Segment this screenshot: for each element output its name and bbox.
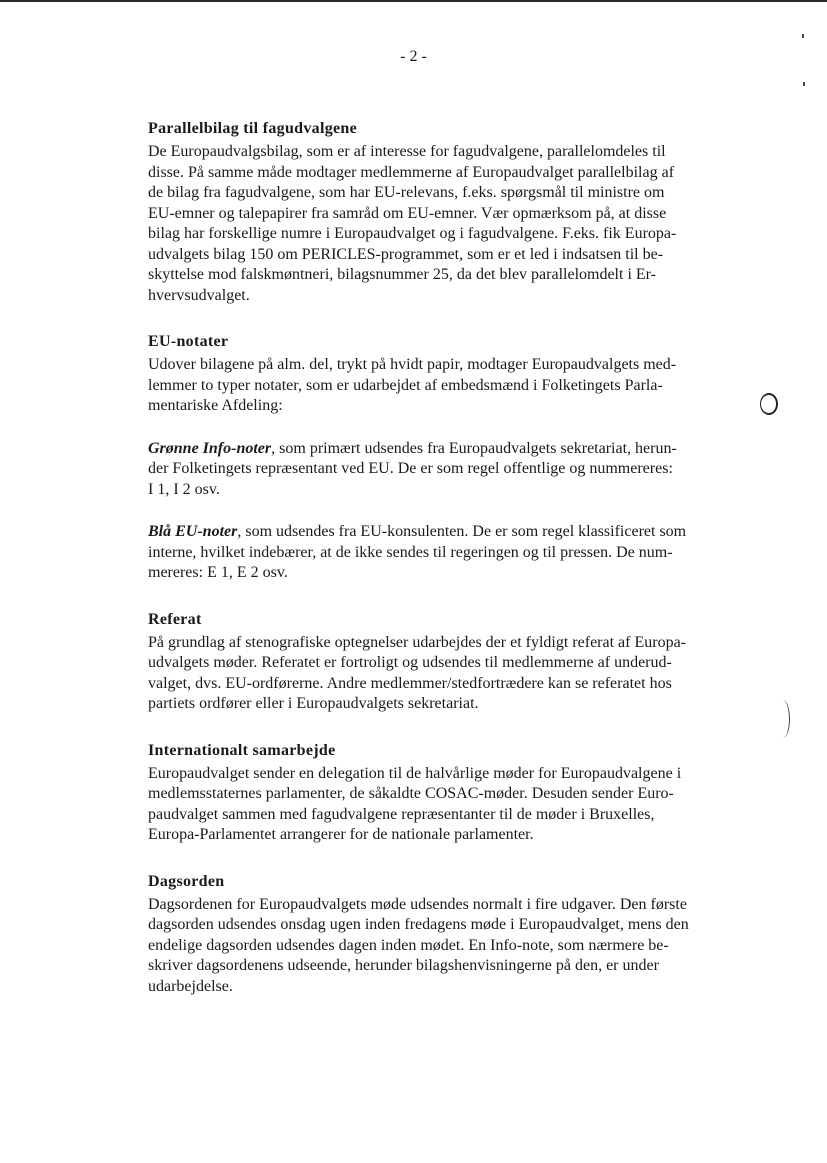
- green-info-notes-term: Grønne Info-noter: [148, 439, 272, 457]
- section-internationalt-samarbejde: [148, 740, 748, 846]
- section-title: EU-notater: [148, 333, 229, 350]
- section-paragraph: Europaudvalget sender en delegation til de halvårlige møder for Europaudvalgene i medlemsstaternes parlamenter, de såkaldte COSAC-møder. Desuden sender Euro- paudvalget sammen med fagudvalgene repræsentanter til de møder i Bruxelles, Europa-Parlamentet arrangerer for de nationale parlamenter.: [148, 764, 682, 843]
- punch-hole-mark: [760, 393, 778, 415]
- blue-eu-notes-term: Blå EU-noter: [148, 523, 238, 540]
- scan-speck: [802, 34, 804, 38]
- section-eu-notater: [148, 331, 748, 584]
- page-number: - 2 -: [400, 48, 427, 65]
- scan-top-border: [0, 0, 827, 2]
- section-paragraph: Dagsordenen for Europaudvalgets møde udsendes normalt i fire udgaver. Den første dagsorden udsendes onsdag ugen inden fredagens møde i Europaudvalget, mens den endelige dagsorden udsendes dagen inden mødet. En Info-note, som nærmere be- skriver dagsordenens udseende, herunder bilagshenvisningerne på den, er under udarbejdelse.: [148, 895, 689, 995]
- section-title: Referat: [148, 610, 202, 628]
- scan-margin-mark: [776, 700, 790, 738]
- blue-eu-notes-text: , som udsendes fra EU-konsulenten. De er som regel klassificeret som interne, hvilket indebærer, at de ikke sendes til regeringen og til pressen. De num- mereres: E 1, E 2 osv.: [148, 523, 687, 581]
- section-paragraph: På grundlag af stenografiske optegnelser udarbejdes der et fyldigt referat af Europa- udvalgets møder. Referatet er fortroligt og udsendes til medlemmerne af underud- valget, dvs. EU-ordførerne. Andre medlemmer/stedfortrædere kan se referatet hos partiets ordfører eller i Europaudvalgets sekretariat.: [148, 633, 686, 712]
- section-title: Internationalt samarbejde: [148, 741, 336, 759]
- scan-speck: [803, 82, 805, 86]
- section-paragraph: De Europaudvalgsbilag, som er af interesse for fagudvalgene, parallelomdeles til disse. På samme måde modtager medlemmerne af Europaudvalget parallelbilag af de bilag fra fagudvalgene, som har EU-relevans, f.eks. spørgsmål til ministre om EU-emner og talepapirer fra samråd om EU-emner. Vær opmærksom på, at disse bilag har forskellige numre i Europaudvalget og i fagudvalgene. F.eks. fik Europa- udvalgets bilag 150 om PERICLES-programmet, som er et led i indsatsen til be- skyttelse mod falskmøntneri, bilagsnummer 25, da det blev parallelomdelt i Er- hvervsudvalget.: [148, 143, 677, 304]
- blue-eu-notes-paragraph: [148, 522, 748, 584]
- document-body: [148, 118, 748, 1022]
- green-info-notes-paragraph: [148, 439, 748, 501]
- green-info-notes-text: , som primært udsendes fra Europaudvalgets sekretariat, herun- der Folketingets repræsentant ved EU. De er som regel offentlige og nummereres: I 1, I 2 osv.: [148, 439, 677, 498]
- section-parallelbilag: [148, 118, 748, 306]
- section-title: Parallelbilag til fagudvalgene: [148, 120, 357, 137]
- section-dagsorden: [148, 871, 748, 998]
- section-referat: [148, 609, 748, 715]
- section-paragraph: Udover bilagene på alm. del, trykt på hvidt papir, modtager Europaudvalgets med- lemmer to typer notater, som er udarbejdet af embedsmænd i Folketingets Parla- mentariske Afdeling:: [148, 356, 677, 414]
- section-title: Dagsorden: [148, 872, 225, 890]
